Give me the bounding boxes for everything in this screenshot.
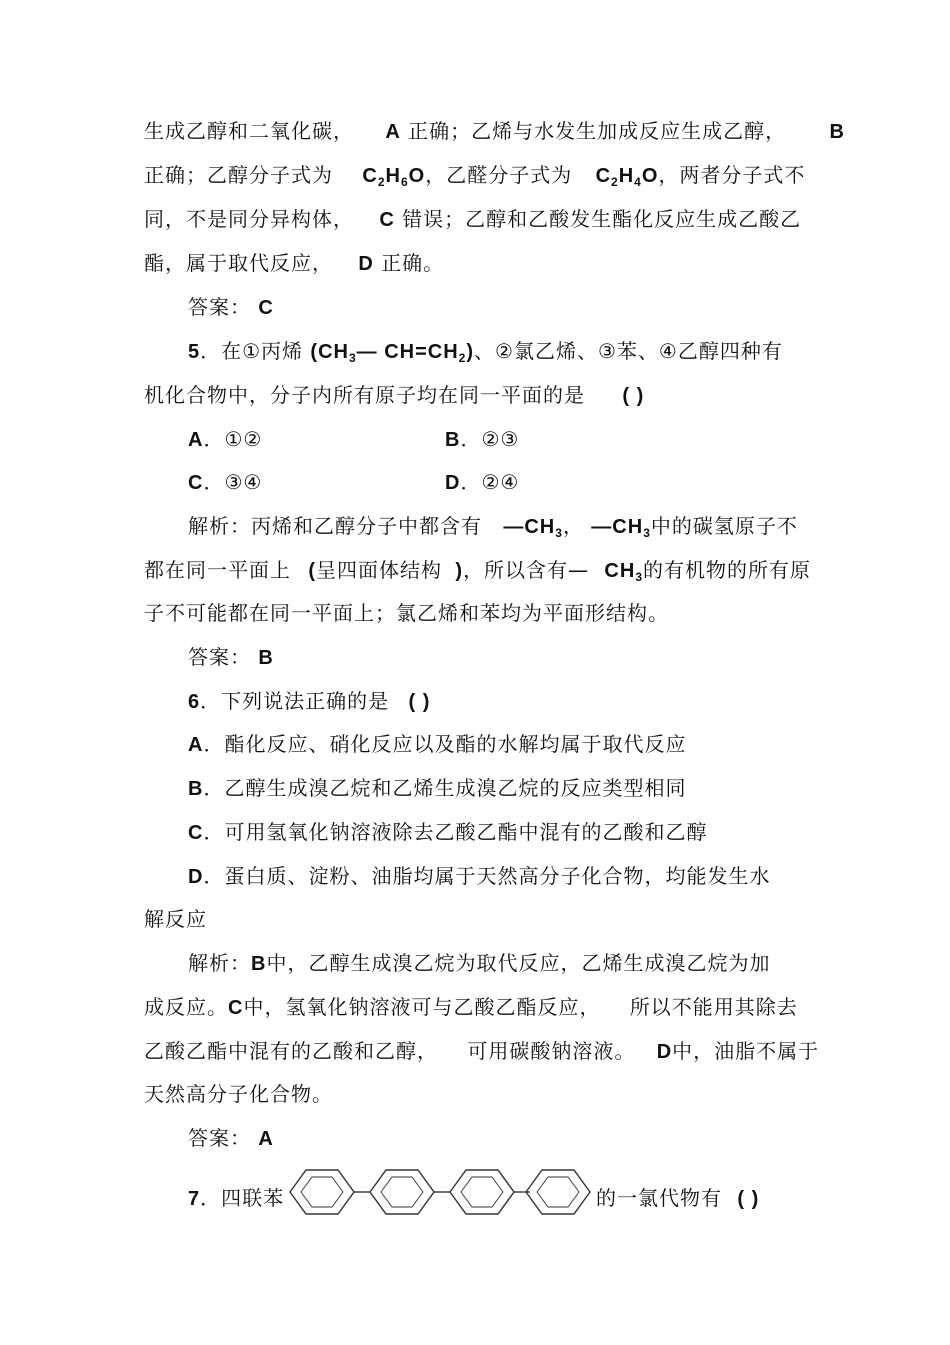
- option-ref: D: [656, 1041, 673, 1063]
- option-d-continued: [144, 907, 207, 931]
- text: 可用碳酸钠溶液。: [467, 1039, 636, 1063]
- option-d: [445, 470, 519, 495]
- option-a: [188, 427, 262, 452]
- text: 所以不能用其除去: [629, 995, 798, 1019]
- explanation-line: [188, 951, 770, 976]
- explanation-line: [144, 1039, 819, 1064]
- option-ref: B: [829, 121, 845, 143]
- text: 错误；乙醇和乙酸发生酯化反应生成乙酸乙: [402, 207, 802, 231]
- text: 生成乙醇和二氧化碳，: [144, 119, 354, 143]
- text: ，: [562, 514, 584, 538]
- text: 成反应。: [144, 995, 228, 1019]
- option-a: [188, 732, 686, 757]
- paren: ): [455, 560, 464, 582]
- option-key: A: [188, 734, 204, 756]
- option-text: ．乙醇生成溴乙烷和乙烯生成溴乙烷的反应类型相同: [203, 776, 687, 800]
- text: 解析：: [188, 951, 251, 975]
- text: 解反应: [144, 907, 207, 931]
- option-key: B: [445, 429, 461, 451]
- option-c: [188, 470, 262, 495]
- answer-value: B: [258, 647, 274, 669]
- option-ref: C: [379, 209, 395, 231]
- explanation-line: [144, 1082, 333, 1106]
- question-stem: [188, 339, 783, 370]
- formula: ($CH_3—$ $CH=CH_2$): [310, 341, 475, 365]
- option-text: ．蛋白质、淀粉、油脂均属于天然高分子化合物，均能发生水: [203, 864, 771, 888]
- text: ，两者分子式不: [658, 163, 806, 187]
- text-line: [144, 251, 444, 276]
- option-key: B: [188, 778, 204, 800]
- quaterphenyl-structure: [284, 1160, 594, 1224]
- answer-blank: ( ): [622, 385, 645, 407]
- answer-line: [188, 645, 274, 670]
- text: ．在①丙烯: [200, 339, 304, 363]
- text: 中，油脂不属于: [672, 1039, 820, 1063]
- option-text: ．③④: [203, 470, 263, 494]
- option-text: ．①②: [203, 427, 263, 451]
- benzene-ring-3: [450, 1170, 514, 1214]
- text: 中，乙醇生成溴乙烷为取代反应，乙烯生成溴乙烷为加: [266, 951, 771, 975]
- text: 同，不是同分异构体，: [144, 207, 354, 231]
- option-key: D: [445, 472, 461, 494]
- text: 的有机物的所有原: [643, 558, 811, 582]
- benzene-ring-4: [526, 1170, 590, 1214]
- paren: (: [308, 560, 317, 582]
- option-text: ．可用氢氧化钠溶液除去乙酸乙酯中混有的乙酸和乙醇: [203, 820, 708, 844]
- answer-blank: ( ): [737, 1188, 760, 1210]
- option-text: ．②④: [460, 470, 520, 494]
- text: 正确。: [381, 251, 445, 275]
- option-ref: A: [385, 121, 401, 143]
- benzene-ring-1: [290, 1170, 354, 1214]
- option-b: [188, 776, 686, 801]
- text: 解析：丙烯和乙醇分子中都含有: [188, 514, 482, 538]
- answer-label: 答案：: [188, 1126, 251, 1150]
- text: 、②氯乙烯、③苯、④乙醇四种有: [474, 339, 783, 363]
- text: 中的碳氢原子不: [650, 514, 798, 538]
- text: 的一氯代物有: [596, 1186, 722, 1210]
- option-b: [445, 427, 519, 452]
- option-key: C: [188, 472, 204, 494]
- answer-line: [188, 1126, 274, 1151]
- question-stem: [188, 689, 430, 714]
- question-stem-tail: [596, 1186, 759, 1211]
- option-key: A: [188, 429, 204, 451]
- text: 正确；乙烯与水发生加成反应生成乙醇，: [408, 119, 787, 143]
- option-key: D: [188, 866, 204, 888]
- benzene-ring-2: [370, 1170, 434, 1214]
- explanation-line: [144, 558, 811, 589]
- formula: $—CH_3$: [591, 516, 651, 540]
- formula: $—CH_3$: [503, 516, 563, 540]
- text: 乙酸乙酯中混有的乙酸和乙醇，: [144, 1039, 438, 1063]
- text: 机化合物中，分子内所有原子均在同一平面的是: [144, 383, 585, 407]
- answer-label: 答案：: [188, 645, 251, 669]
- explanation-line: [144, 995, 798, 1020]
- explanation-line: [188, 514, 798, 545]
- question-number: 6: [188, 691, 201, 713]
- question-stem: [144, 383, 644, 408]
- text: 中，氢氧化钠溶液可与乙酸乙酯反应，: [243, 995, 601, 1019]
- question-stem: [188, 1186, 284, 1211]
- question-number: 7: [188, 1188, 201, 1210]
- text: 呈四面体结构: [316, 558, 443, 582]
- question-number: 5: [188, 341, 201, 363]
- answer-value: C: [258, 297, 274, 319]
- option-text: ．酯化反应、硝化反应以及酯的水解均属于取代反应: [203, 732, 687, 756]
- answer-value: A: [258, 1128, 274, 1150]
- text: ，乙醛分子式为: [425, 163, 573, 187]
- option-d: [188, 864, 770, 889]
- option-text: ．②③: [460, 427, 520, 451]
- option-ref: C: [228, 997, 244, 1019]
- text: 酯，属于取代反应，: [144, 251, 333, 275]
- text: 正确；乙醇分子式为: [144, 163, 333, 187]
- text: 都在同一平面上: [144, 558, 291, 582]
- formula: $C_2H_6O$: [362, 165, 426, 189]
- option-c: [188, 820, 707, 845]
- text: ，所以含有—: [463, 558, 590, 582]
- text: ．下列说法正确的是: [200, 689, 390, 713]
- text: 天然高分子化合物。: [144, 1082, 333, 1106]
- explanation-line: [144, 601, 669, 625]
- option-ref: B: [251, 953, 267, 975]
- option-key: C: [188, 822, 204, 844]
- text-line: [144, 207, 801, 232]
- answer-label: 答案：: [188, 295, 251, 319]
- formula: $CH_3$: [604, 560, 643, 584]
- text-line: [144, 163, 805, 194]
- option-ref: D: [358, 253, 374, 275]
- formula: $C_2H_4O$: [595, 165, 659, 189]
- text: ．四联苯: [200, 1186, 285, 1210]
- text: 子不可能都在同一平面上；氯乙烯和苯均为平面形结构。: [144, 601, 669, 625]
- answer-blank: ( ): [408, 691, 431, 713]
- text-line: [144, 119, 845, 144]
- answer-line: [188, 295, 274, 320]
